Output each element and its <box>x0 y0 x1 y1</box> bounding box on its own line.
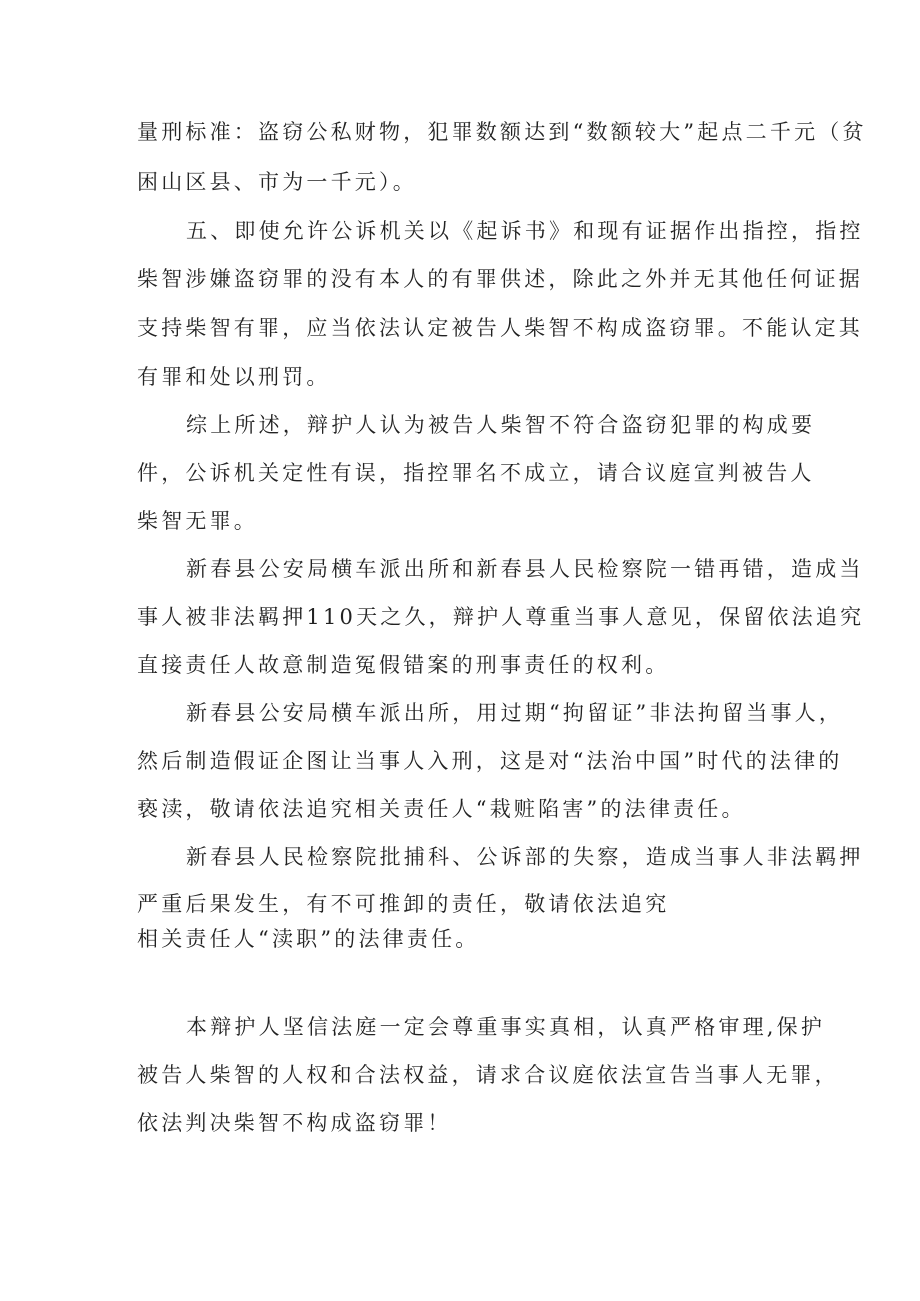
text-line: 然后制造假证企图让当事人入刑，这是对“法治中国”时代的法律的 <box>137 749 843 773</box>
paragraph-five-line: 五、即使允许公诉机关以《起诉书》和现有证据作出指控，指控 <box>186 219 864 243</box>
text-line: 事人被非法羁押110天之久，辩护人尊重当事人意见，保留依法追究 <box>137 605 865 629</box>
text-line: 依法判决柴智不构成盗窃罪！ <box>137 1111 452 1135</box>
text-line: 被告人柴智的人权和合法权益，请求合议庭依法宣告当事人无罪， <box>137 1063 839 1087</box>
text-line: 直接责任人故意制造冤假错案的刑事责任的权利。 <box>137 653 670 677</box>
text-line: 严重后果发生，有不可推卸的责任，敬请依法追究 <box>137 892 670 916</box>
text-line: 柴智涉嫌盗窃罪的没有本人的有罪供述，除此之外并无其他任何证据 <box>137 267 863 291</box>
paragraph-line: 新春县公安局横车派出所，用过期“拘留证”非法拘留当事人， <box>186 701 844 725</box>
text-line: 支持柴智有罪，应当依法认定被告人柴智不构成盗窃罪。不能认定其 <box>137 316 863 340</box>
text-line: 柴智无罪。 <box>137 509 258 533</box>
text-line: 相关责任人“渎职”的法律责任。 <box>137 927 480 951</box>
text-line: 有罪和处以刑罚。 <box>137 365 331 389</box>
text-line: 件，公诉机关定性有误，指控罪名不成立，请合议庭宣判被告人 <box>137 461 815 485</box>
paragraph-line: 新春县公安局横车派出所和新春县人民检察院一错再错，造成当 <box>186 557 864 581</box>
text-line: 亵渎，敬请依法追究相关责任人“栽赃陷害”的法律责任。 <box>137 797 746 821</box>
summary-line: 综上所述，辩护人认为被告人柴智不符合盗窃犯罪的构成要 <box>186 413 816 437</box>
text-line: 困山区县、市为一千元）。 <box>137 170 417 194</box>
text-line: 量刑标准：盗窃公私财物，犯罪数额达到“数额较大”起点二千元（贫 <box>137 120 867 144</box>
conclusion-line: 本辩护人坚信法庭一定会尊重事实真相，认真严格审理,保护 <box>186 1015 826 1039</box>
paragraph-line: 新春县人民检察院批捕科、公诉部的失察，造成当事人非法羁押 <box>186 845 864 869</box>
